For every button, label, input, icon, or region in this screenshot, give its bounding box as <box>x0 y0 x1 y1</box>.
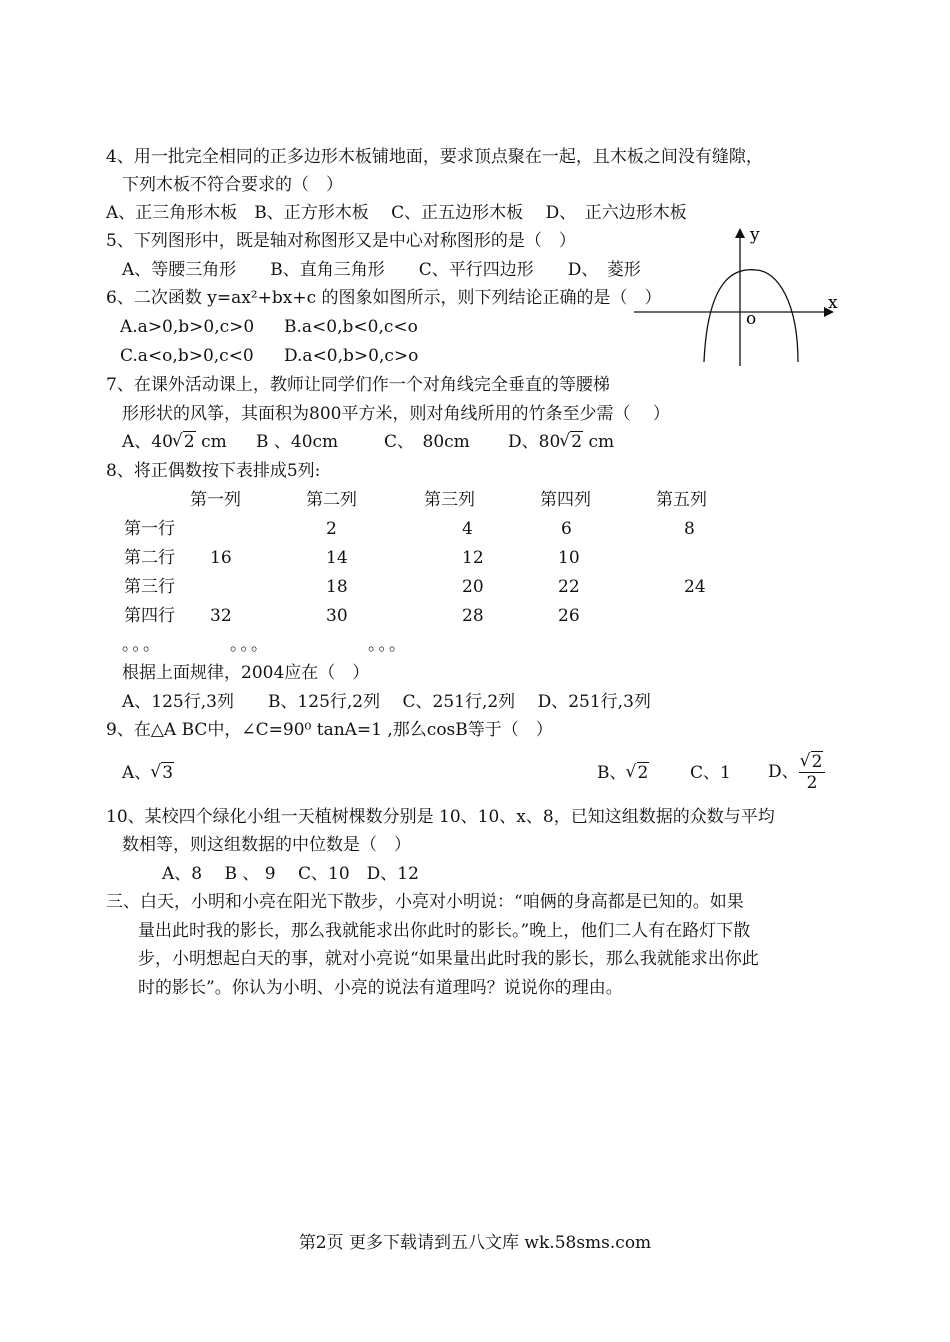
table-cell: 8 <box>684 519 695 539</box>
table-ellipsis: 。。。 <box>368 635 408 655</box>
q9-option-a <box>122 762 174 784</box>
q10-text-line2: 数相等，则这组数据的中位数是（ ） <box>122 835 411 855</box>
q6-option-d: D.a<0,b>0,c>o <box>284 346 419 366</box>
table-cell: 22 <box>558 577 580 597</box>
table-row-label: 第一行 <box>124 519 175 539</box>
sqrt-symbol <box>801 752 824 772</box>
table-column-header: 第四列 <box>540 490 591 510</box>
parabola-graph <box>628 218 848 368</box>
table-column-header: 第五列 <box>656 490 707 510</box>
q9-option-a-prefix: A、 <box>122 763 152 783</box>
y-axis-label: y <box>750 225 760 245</box>
q5-options: A、等腰三角形 B、直角三角形 C、平行四边形 D、 菱形 <box>122 260 641 280</box>
sqrt-radicand: 2 <box>811 752 823 772</box>
table-cell: 30 <box>326 606 348 626</box>
table-cell: 26 <box>558 606 580 626</box>
table-ellipsis: 。。。 <box>122 635 162 655</box>
q10-options: A、8 B 、 9 C、10 D、12 <box>162 864 419 884</box>
fraction-denominator: 2 <box>806 773 818 793</box>
table-row-label: 第四行 <box>124 606 175 626</box>
sqrt-symbol <box>627 762 650 784</box>
q7-text-line2: 形形状的风筝，其面积为800平方米，则对角线所用的竹条至少需（ ） <box>122 404 670 424</box>
sqrt-radicand: 2 <box>637 763 649 783</box>
page-footer: 第2页 更多下载请到五八文库 wk.58sms.com <box>298 1233 652 1253</box>
q9-option-c: C、1 <box>690 763 731 783</box>
q7-option-a-unit: cm <box>201 432 227 452</box>
table-row-label: 第二行 <box>124 548 175 568</box>
table-cell: 4 <box>462 519 473 539</box>
sqrt-symbol <box>560 431 583 453</box>
q10-text-line1: 10、某校四个绿化小组一天植树棵数分别是 10、10、x、8，已知这组数据的众数与平均 <box>106 807 775 827</box>
q6-text: 6、二次函数 y=ax²+bx+c 的图象如图所示，则下列结论正确的是（ ） <box>106 288 662 308</box>
sqrt-symbol <box>173 431 196 453</box>
table-cell: 18 <box>326 577 348 597</box>
q8-text: 8、将正偶数按下表排成5列: <box>106 461 321 481</box>
q4-options: A、正三角形木板 B、正方形木板 C、正五边形木板 D、 正六边形木板 <box>106 203 687 223</box>
q6-option-b: B.a<0,b<0,c<o <box>284 317 418 337</box>
y-axis-arrow <box>735 228 745 238</box>
sqrt-radicand: 2 <box>183 432 195 452</box>
q9-option-d <box>768 750 825 794</box>
q7-option-b: B 、40cm <box>256 432 339 452</box>
table-cell: 14 <box>326 548 348 568</box>
q7-option-d <box>508 431 614 453</box>
q7-option-c: C、 80cm <box>384 432 470 452</box>
q7-option-a <box>122 431 227 453</box>
q9-option-d-prefix: D、 <box>768 762 799 782</box>
table-cell: 12 <box>462 548 484 568</box>
sqrt-radicand: 3 <box>162 763 174 783</box>
table-cell: 10 <box>558 548 580 568</box>
table-row-label: 第三行 <box>124 577 175 597</box>
table-column-header: 第一列 <box>190 490 241 510</box>
q4-text-line2: 下列木板不符合要求的（ ） <box>122 175 343 195</box>
q4-text-line1: 4、用一批完全相同的正多边形木板铺地面，要求顶点聚在一起，且木板之间没有缝隙， <box>106 147 763 167</box>
table-cell: 20 <box>462 577 484 597</box>
fraction-numerator <box>799 752 826 773</box>
q7-text-line1: 7、在课外活动课上，教师让同学们作一个对角线完全垂直的等腰梯 <box>106 375 610 395</box>
q9-option-b <box>597 762 649 784</box>
table-column-header: 第二列 <box>306 490 357 510</box>
table-cell: 24 <box>684 577 706 597</box>
s3-text-line1: 三、白天，小明和小亮在阳光下散步，小亮对小明说：“咱俩的身高都是已知的。如果 <box>106 892 744 912</box>
q9-option-b-prefix: B、 <box>597 763 627 783</box>
table-cell: 2 <box>326 519 337 539</box>
table-cell: 32 <box>210 606 232 626</box>
q6-option-c: C.a<o,b>0,c<0 <box>120 346 254 366</box>
s3-text-line2: 量出此时我的影长，那么我就能求出你此时的影长。”晚上，他们二人有在路灯下散 <box>138 921 751 941</box>
q6-option-a: A.a>0,b>0,c>0 <box>120 317 255 337</box>
table-cell: 16 <box>210 548 232 568</box>
sqrt-symbol <box>151 762 174 784</box>
q5-text: 5、下列图形中，既是轴对称图形又是中心对称图形的是（ ） <box>106 231 576 251</box>
q7-option-d-prefix: D、80 <box>508 432 561 452</box>
table-cell: 6 <box>561 519 572 539</box>
x-axis-label: x <box>828 293 838 313</box>
table-column-header: 第三列 <box>424 490 475 510</box>
q8-question: 根据上面规律，2004应在（ ） <box>122 663 370 683</box>
q7-option-d-unit: cm <box>588 432 615 452</box>
q9-text: 9、在△A BC中，∠C=90⁰ tanA=1 ,那么cosB等于（ ） <box>106 720 553 740</box>
table-ellipsis: 。。。 <box>230 635 270 655</box>
q8-options: A、125行,3列 B、125行,2列 C、251行,2列 D、251行,3列 <box>122 692 651 712</box>
sqrt-radicand: 2 <box>571 432 583 452</box>
fraction <box>799 752 826 793</box>
table-cell: 28 <box>462 606 484 626</box>
s3-text-line4: 时的影长”。你认为小明、小亮的说法有道理吗？说说你的理由。 <box>138 978 623 998</box>
s3-text-line3: 步，小明想起白天的事，就对小亮说“如果量出此时我的影长，那么我就能求出你此 <box>138 949 759 969</box>
q7-option-a-prefix: A、40 <box>122 432 173 452</box>
origin-label: o <box>746 309 757 329</box>
